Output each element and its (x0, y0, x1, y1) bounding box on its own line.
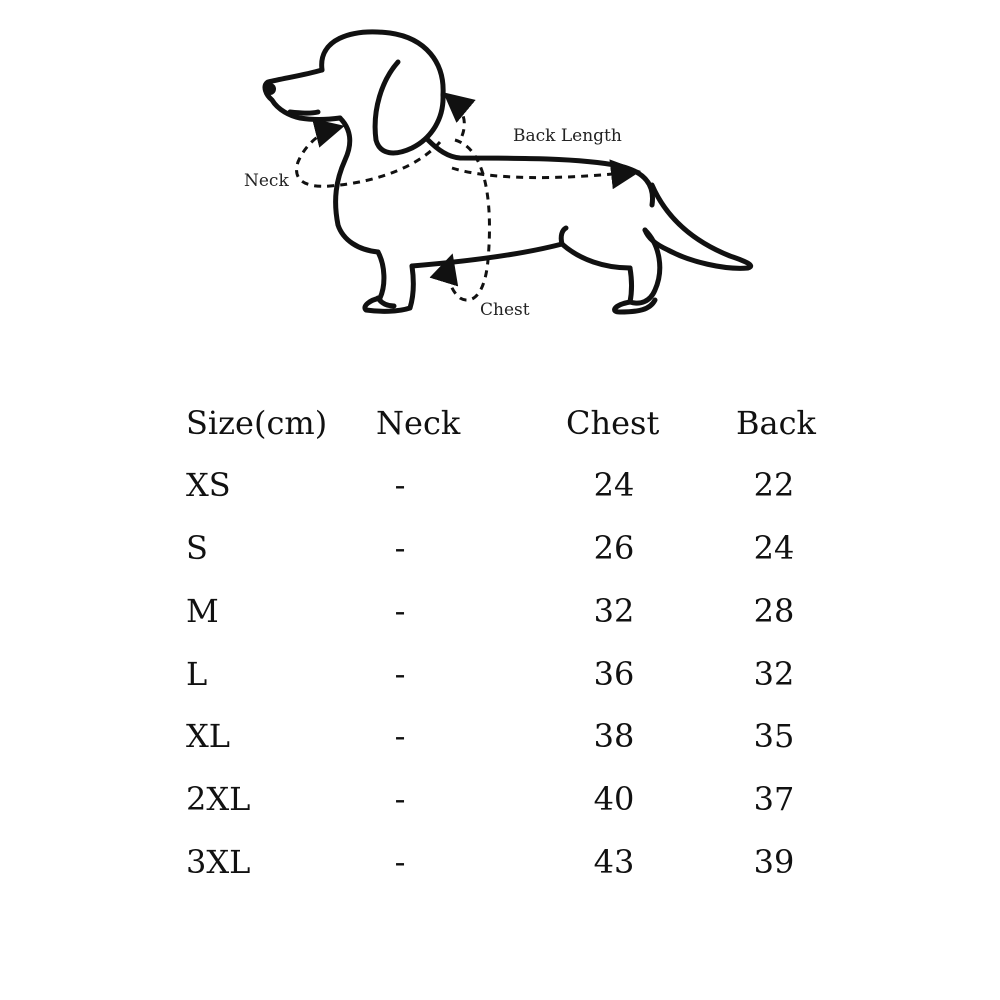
row-back: 39 (753, 843, 795, 881)
back-length-label: Back Length (513, 126, 622, 146)
header-chest: Chest (566, 404, 660, 442)
row-neck: - (394, 780, 406, 818)
row-chest: 36 (593, 655, 635, 693)
row-size: S (186, 529, 208, 567)
row-neck: - (394, 529, 406, 567)
neck-label: Neck (244, 171, 289, 191)
row-chest: 32 (593, 592, 635, 630)
row-back: 35 (753, 717, 795, 755)
header-neck: Neck (376, 404, 461, 442)
row-chest: 43 (593, 843, 635, 881)
row-size: 2XL (186, 780, 251, 818)
row-chest: 38 (593, 717, 635, 755)
header-back: Back (736, 404, 816, 442)
row-neck: - (394, 843, 406, 881)
row-size: L (186, 655, 208, 693)
row-neck: - (394, 717, 406, 755)
row-back: 22 (753, 466, 795, 504)
row-neck: - (394, 466, 406, 504)
row-neck: - (394, 592, 406, 630)
row-size: XS (186, 466, 231, 504)
row-back: 28 (753, 592, 795, 630)
row-neck: - (394, 655, 406, 693)
row-size: 3XL (186, 843, 251, 881)
row-back: 32 (753, 655, 795, 693)
header-size: Size(cm) (186, 404, 328, 442)
row-size: XL (186, 717, 231, 755)
row-chest: 26 (593, 529, 635, 567)
row-size: M (186, 592, 219, 630)
row-chest: 40 (593, 780, 635, 818)
row-back: 24 (753, 529, 795, 567)
row-back: 37 (753, 780, 795, 818)
row-chest: 24 (593, 466, 635, 504)
chest-label: Chest (480, 300, 530, 320)
